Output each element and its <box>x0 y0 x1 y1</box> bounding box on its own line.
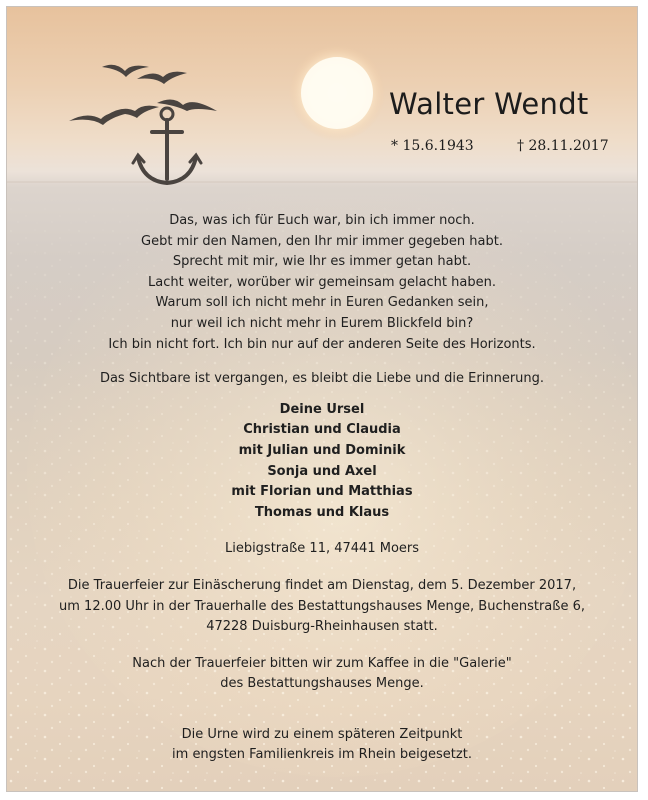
poem-line: Das, was ich für Euch war, bin ich immer noch. <box>169 213 475 228</box>
mourners-list <box>7 400 637 524</box>
coffee-line: Nach der Trauerfeier bitten wir zum Kaffee in die "Galerie" <box>132 655 512 671</box>
service-info <box>7 576 637 638</box>
poem-line: Sprecht mit mir, wie Ihr es immer getan habt. <box>172 254 472 270</box>
deceased-name: Walter Wendt <box>389 87 589 121</box>
poem-line: Gebt mir den Namen, den Ihr mir immer gegeben habt. <box>141 233 503 249</box>
mourner: Deine Ursel <box>279 401 365 417</box>
poem <box>7 211 637 355</box>
seagull-icon <box>69 65 217 125</box>
poem-line: nur weil ich nicht mehr in Eurem Blickfeld bin? <box>170 315 474 331</box>
death-notice <box>6 6 638 792</box>
notice-body <box>7 211 637 766</box>
mourner: Thomas und Klaus <box>254 504 390 520</box>
poem-line: Warum soll ich nicht mehr in Euren Gedanken sein, <box>155 295 489 311</box>
mourner: mit Florian und Matthias <box>231 484 413 500</box>
mourner: Sonja und Axel <box>267 463 377 479</box>
urn-line: Die Urne wird zu einem späteren Zeitpunkt <box>181 726 463 742</box>
poem-line: Lacht weiter, worüber wir gemeinsam gelacht haben. <box>148 274 496 290</box>
mourner: Christian und Claudia <box>243 422 401 438</box>
service-line: 47228 Duisburg-Rheinhausen statt. <box>206 619 438 635</box>
service-line: Die Trauerfeier zur Einäscherung findet am Dienstag, dem 5. Dezember 2017, <box>67 577 577 593</box>
death-date: † 28.11.2017 <box>517 138 609 154</box>
mourner: mit Julian und Dominik <box>238 442 406 458</box>
birth-date: * 15.6.1943 <box>391 138 474 154</box>
family-address: Liebigstraße 11, 47441 Moers <box>224 541 420 557</box>
coffee-info <box>7 654 637 695</box>
anchor-icon <box>133 108 201 183</box>
urn-line: im engsten Familienkreis im Rhein beigesetzt. <box>172 747 472 763</box>
coffee-line: des Bestattungshauses Menge. <box>220 676 424 692</box>
service-line: um 12.00 Uhr in der Trauerhalle des Bestattungshauses Menge, Buchenstraße 6, <box>59 598 585 614</box>
closing-line: Das Sichtbare ist vergangen, es bleibt die Liebe und die Erinnerung. <box>99 371 545 387</box>
poem-line: Ich bin nicht fort. Ich bin nur auf der anderen Seite des Horizonts. <box>108 336 536 352</box>
urn-info <box>7 725 637 766</box>
